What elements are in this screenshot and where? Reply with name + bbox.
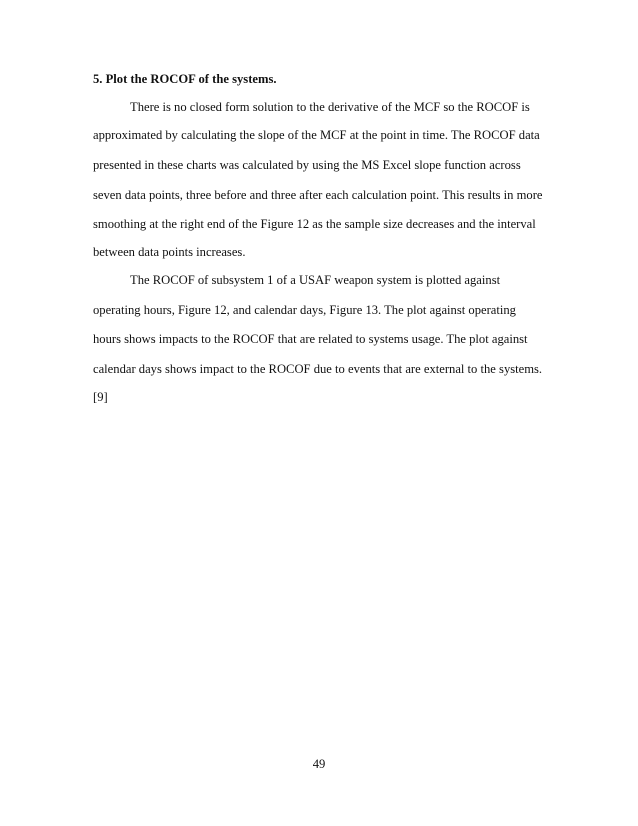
paragraph-1-line-6: between data points increases.: [93, 245, 246, 259]
paragraph-2-line-4: calendar days shows impact to the ROCOF due to events that are external to the systems.: [93, 362, 543, 376]
paragraph-2-line-3: hours shows impacts to the ROCOF that are related to systems usage. The plot against: [93, 332, 528, 346]
paragraph-2-line-2: operating hours, Figure 12, and calendar days, Figure 13. The plot against operating: [93, 303, 516, 317]
paragraph-1-line-2: approximated by calculating the slope of the MCF at the point in time. The ROCOF data: [93, 128, 540, 142]
page-number: 49: [312, 757, 326, 771]
paragraph-1-line-5: smoothing at the right end of the Figure 12 as the sample size decreases and the interval: [93, 217, 536, 231]
paragraph-2-line-1: The ROCOF of subsystem 1 of a USAF weapon system is plotted against: [130, 273, 501, 287]
paragraph-1-line-3: presented in these charts was calculated by using the MS Excel slope function across: [93, 158, 521, 172]
paragraph-1-line-1: There is no closed form solution to the derivative of the MCF so the ROCOF is: [130, 100, 530, 114]
section-heading: 5. Plot the ROCOF of the systems.: [93, 72, 277, 86]
paragraph-1-line-4: seven data points, three before and three after each calculation point. This results in more: [93, 188, 543, 202]
paragraph-2-line-5: [9]: [93, 390, 108, 404]
